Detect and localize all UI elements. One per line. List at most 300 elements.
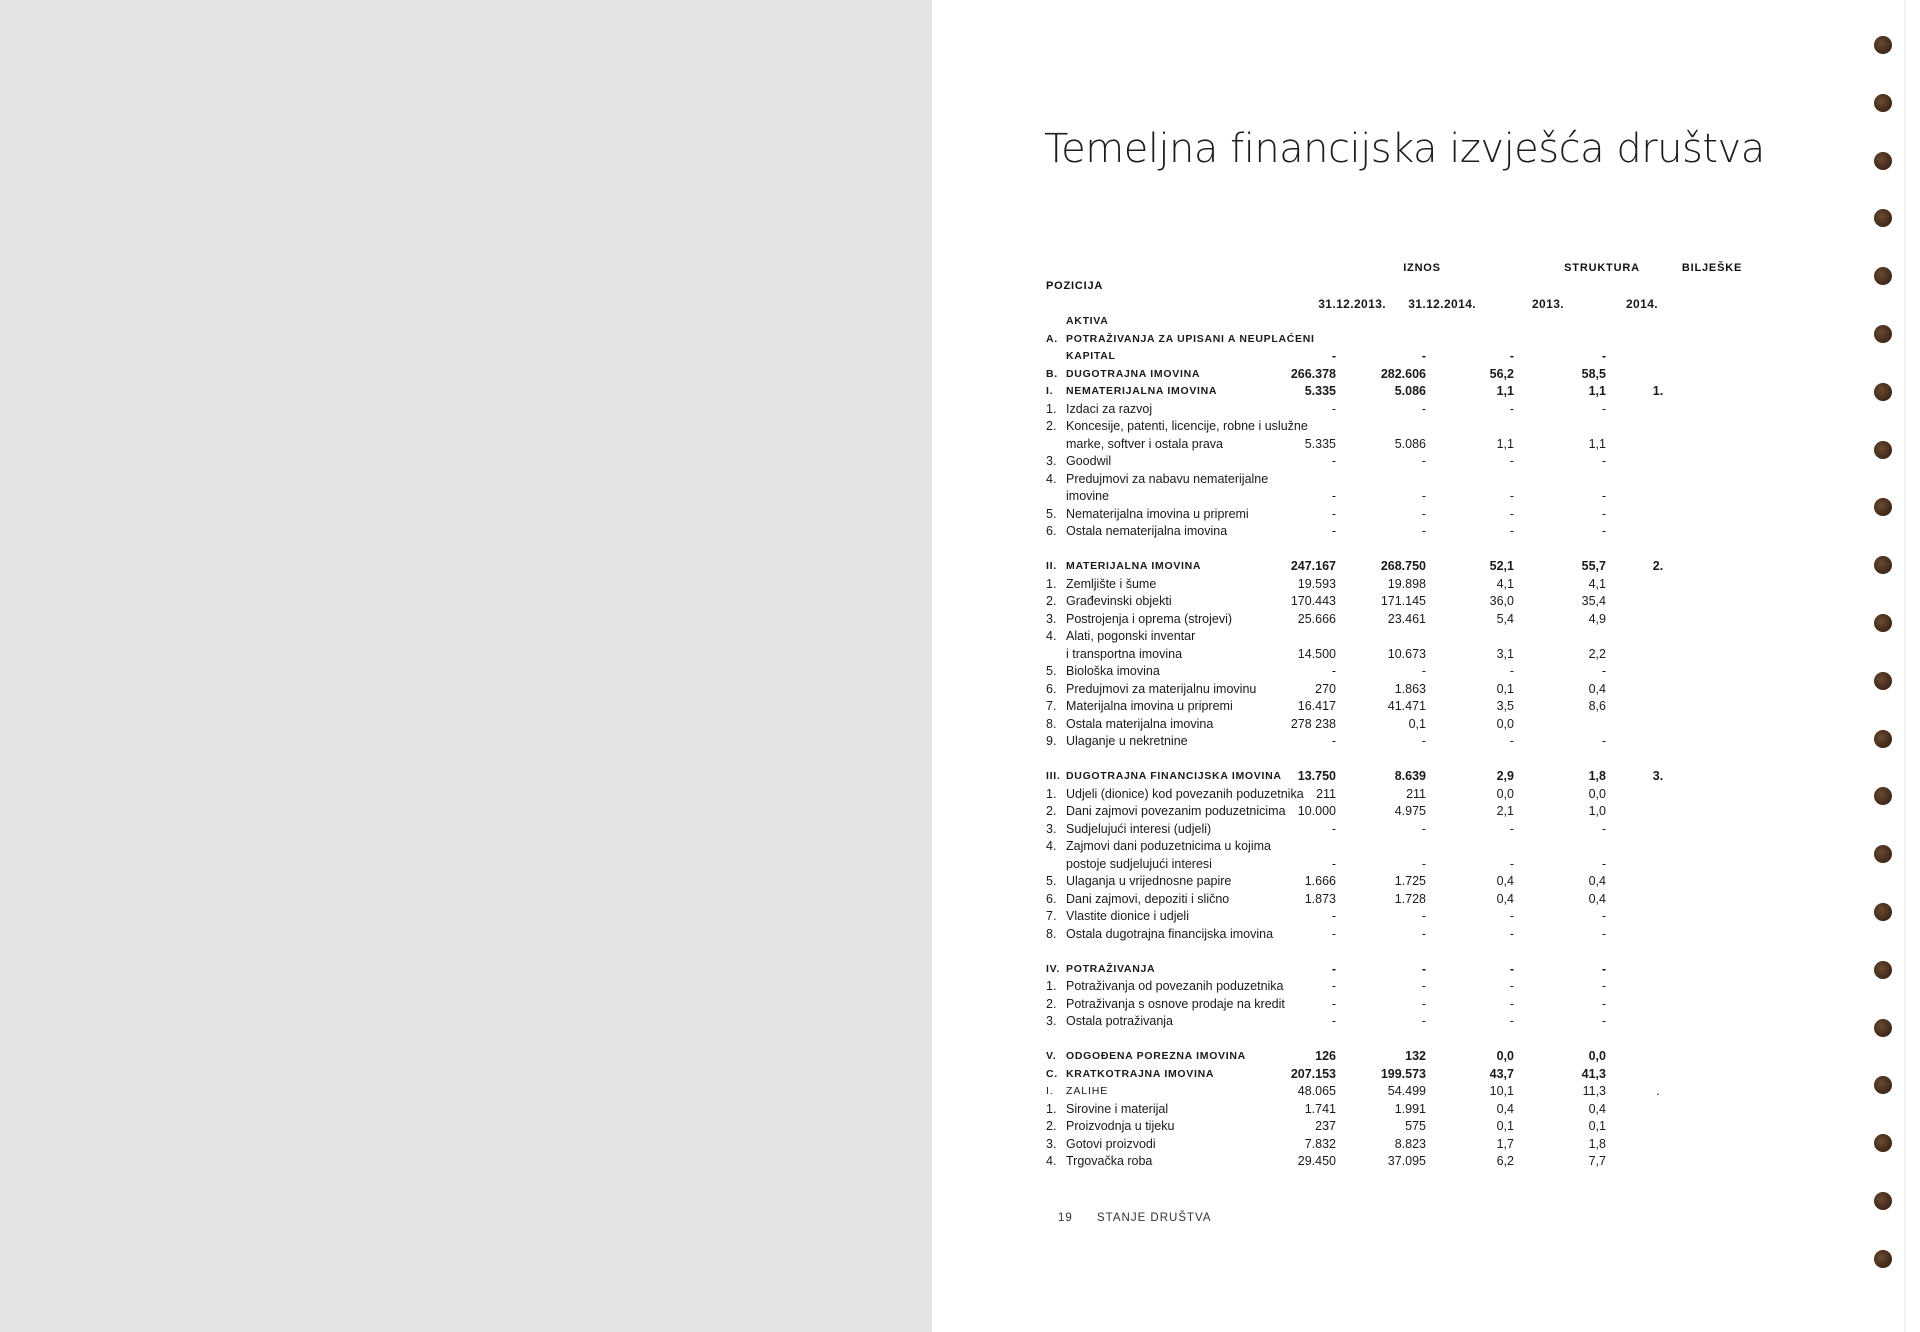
- binding-hole: [1874, 903, 1892, 921]
- table-row: [1046, 576, 1806, 594]
- cell-value: 199.573: [1380, 1066, 1426, 1081]
- row-text: DUGOTRAJNA IMOVINA: [1066, 367, 1201, 380]
- row-label: [1046, 418, 1308, 436]
- cell-value: 13.750: [1297, 769, 1336, 783]
- cell-value: -: [1601, 1014, 1606, 1028]
- cell-value: 55,7: [1581, 559, 1606, 573]
- cell-value: -: [1509, 524, 1514, 538]
- row-label: [1046, 908, 1189, 926]
- row-label: [1046, 471, 1268, 489]
- cell-value: 5.335: [1304, 384, 1336, 398]
- table-row: [1046, 681, 1806, 699]
- cell-value: -: [1331, 506, 1336, 521]
- cell-value: -: [1509, 664, 1514, 678]
- cell-value: -: [1421, 524, 1426, 538]
- row-text: Gotovi proizvodi: [1066, 1136, 1156, 1151]
- row-text: Vlastite dionice i udjeli: [1066, 909, 1189, 923]
- row-number: 3.: [1046, 611, 1057, 626]
- cell-value: 2,9: [1496, 769, 1514, 783]
- table-row: [1046, 1136, 1806, 1154]
- row-number: C.: [1046, 1067, 1058, 1080]
- row-number: 5.: [1046, 874, 1057, 888]
- cell-value: 1,1: [1588, 384, 1606, 398]
- row-label: [1046, 593, 1172, 611]
- binding-hole: [1874, 1019, 1892, 1037]
- binding-hole: [1874, 672, 1892, 690]
- cell-value: 247.167: [1290, 559, 1336, 573]
- cell-value: 41,3: [1581, 1066, 1606, 1081]
- row-number: 1.: [1046, 786, 1057, 801]
- cell-value: 1,1: [1588, 436, 1606, 451]
- row-label: [1046, 488, 1109, 506]
- row-number: 3.: [1046, 821, 1057, 836]
- row-number: 5.: [1046, 506, 1057, 521]
- cell-value: 5.086: [1394, 384, 1426, 398]
- cell-value: 1,8: [1588, 769, 1606, 783]
- table-row: [1046, 821, 1806, 839]
- cell-value: -: [1331, 734, 1336, 748]
- cell-value: -: [1601, 979, 1606, 993]
- row-number: 4.: [1046, 471, 1057, 486]
- table-row: [1046, 383, 1806, 401]
- row-label: [1046, 348, 1116, 366]
- cell-value: -: [1509, 401, 1514, 416]
- cell-value: 43,7: [1489, 1066, 1514, 1081]
- cell-value: 170.443: [1290, 594, 1336, 608]
- row-number: 2.: [1046, 419, 1057, 433]
- row-label: [1046, 663, 1160, 681]
- cell-note: 2.: [1652, 559, 1664, 573]
- row-text: Predujmovi za materijalnu imovinu: [1066, 681, 1257, 696]
- binding-hole: [1874, 1250, 1892, 1268]
- table-row: [1046, 663, 1806, 681]
- row-text: Predujmovi za nabavu nematerijalne: [1066, 471, 1269, 486]
- row-number: 2.: [1046, 594, 1057, 608]
- table-spacer: [1046, 751, 1806, 769]
- binding-hole: [1874, 1192, 1892, 1210]
- row-label: [1046, 436, 1223, 454]
- table-row: [1046, 768, 1806, 786]
- cell-value: 0,0: [1588, 786, 1606, 801]
- binding-hole: [1874, 845, 1892, 863]
- left-blank-page: [0, 0, 932, 1332]
- row-number: I.: [1046, 385, 1054, 397]
- binding-hole: [1874, 441, 1892, 459]
- row-text: Goodwil: [1066, 454, 1112, 468]
- cell-value: 4,9: [1588, 611, 1606, 626]
- spiral-binding: [1852, 0, 1920, 1332]
- cell-value: -: [1421, 996, 1426, 1011]
- cell-value: 1.728: [1394, 891, 1426, 906]
- row-text: Ostala materijalna imovina: [1066, 716, 1214, 731]
- row-text: KRATKOTRAJNA IMOVINA: [1066, 1067, 1215, 1080]
- row-number: 1.: [1046, 576, 1057, 591]
- table-row: [1046, 331, 1806, 349]
- table-row: [1046, 506, 1806, 524]
- row-text: Trgovačka roba: [1066, 1154, 1153, 1168]
- cell-value: 37.095: [1387, 1154, 1426, 1168]
- row-number: 8.: [1046, 716, 1057, 731]
- cell-value: 0,0: [1496, 786, 1514, 801]
- row-label: [1046, 681, 1256, 699]
- row-number: 1.: [1046, 979, 1057, 993]
- cell-value: 5.335: [1304, 436, 1336, 451]
- column-group-iznos: IZNOS: [1403, 262, 1441, 274]
- cell-value: 5,4: [1496, 611, 1514, 626]
- row-number: B.: [1046, 367, 1058, 380]
- row-text: Građevinski objekti: [1066, 594, 1172, 608]
- row-text: KAPITAL: [1066, 350, 1116, 362]
- binding-hole: [1874, 36, 1892, 54]
- cell-value: 211: [1316, 786, 1336, 801]
- table-row: [1046, 733, 1806, 751]
- binding-hole: [1874, 961, 1892, 979]
- cell-value: -: [1601, 401, 1606, 416]
- cell-value: 1.725: [1394, 874, 1426, 888]
- cell-value: 36,0: [1489, 594, 1514, 608]
- cell-value: 1.991: [1394, 1101, 1426, 1116]
- table-row: [1046, 436, 1806, 454]
- cell-value: 266.378: [1290, 366, 1336, 381]
- cell-value: -: [1331, 1014, 1336, 1028]
- cell-value: 10.673: [1387, 646, 1426, 661]
- cell-value: -: [1331, 909, 1336, 923]
- table-row: [1046, 418, 1806, 436]
- binding-edge: [1904, 0, 1906, 1332]
- binding-hole: [1874, 325, 1892, 343]
- page-number: 19: [1058, 1212, 1073, 1224]
- row-number: 2.: [1046, 996, 1057, 1011]
- row-number: 3.: [1046, 454, 1057, 468]
- cell-value: 237: [1315, 1119, 1336, 1133]
- cell-value: 171.145: [1380, 594, 1426, 608]
- row-number: V.: [1046, 1050, 1057, 1062]
- row-label: [1046, 506, 1249, 524]
- row-label: [1046, 1153, 1152, 1171]
- cell-value: -: [1331, 454, 1336, 468]
- cell-value: -: [1331, 524, 1336, 538]
- cell-value: 0,4: [1496, 891, 1514, 906]
- cell-value: 0,0: [1496, 1049, 1514, 1063]
- cell-value: 58,5: [1581, 366, 1606, 381]
- cell-value: 29.450: [1297, 1154, 1336, 1168]
- row-text: Postrojenja i oprema (strojevi): [1066, 611, 1233, 626]
- row-label: [1046, 313, 1109, 331]
- cell-value: -: [1601, 821, 1606, 836]
- row-number: 4.: [1046, 839, 1057, 853]
- cell-note: .: [1656, 1084, 1660, 1098]
- cell-value: 8,6: [1588, 699, 1606, 713]
- cell-value: 0,4: [1588, 874, 1606, 888]
- row-number: IV.: [1046, 962, 1060, 975]
- year-header-4: 2014.: [1625, 297, 1658, 311]
- cell-value: -: [1601, 664, 1606, 678]
- cell-note: 1.: [1652, 384, 1664, 398]
- row-text: POTRAŽIVANJA: [1066, 962, 1156, 975]
- table-row: [1046, 978, 1806, 996]
- table-row: [1046, 488, 1806, 506]
- cell-value: -: [1509, 821, 1514, 836]
- cell-note: 3.: [1652, 769, 1664, 783]
- cell-value: 0,4: [1588, 681, 1606, 696]
- cell-value: -: [1601, 524, 1606, 538]
- cell-value: -: [1601, 961, 1606, 976]
- cell-value: 268.750: [1380, 559, 1426, 573]
- row-text: Sudjelujući interesi (udjeli): [1066, 821, 1212, 836]
- row-label: [1046, 523, 1227, 541]
- cell-value: 3,1: [1496, 646, 1514, 661]
- cell-value: 23.461: [1387, 611, 1426, 626]
- table-spacer: [1046, 1031, 1806, 1049]
- row-number: III.: [1046, 770, 1061, 782]
- row-label: [1046, 1136, 1156, 1154]
- binding-hole: [1874, 209, 1892, 227]
- cell-value: 0,0: [1588, 1049, 1606, 1063]
- row-text: marke, softver i ostala prava: [1066, 436, 1224, 451]
- cell-value: -: [1421, 909, 1426, 923]
- row-text: MATERIJALNA IMOVINA: [1066, 560, 1202, 572]
- document-page: [932, 0, 1920, 1332]
- cell-value: -: [1421, 821, 1426, 836]
- cell-value: 48.065: [1297, 1084, 1336, 1098]
- cell-value: -: [1331, 979, 1336, 993]
- cell-value: 1,1: [1496, 384, 1514, 398]
- table-spacer: [1046, 943, 1806, 961]
- binding-hole: [1874, 1134, 1892, 1152]
- cell-value: -: [1509, 349, 1514, 363]
- table-row: [1046, 1048, 1806, 1066]
- table-row: [1046, 348, 1806, 366]
- cell-value: 0,4: [1496, 1101, 1514, 1116]
- row-text: Sirovine i materijal: [1066, 1101, 1169, 1116]
- row-text: Materijalna imovina u pripremi: [1066, 699, 1233, 713]
- row-number: 4.: [1046, 1154, 1057, 1168]
- column-header-pozicija: POZICIJA: [1046, 280, 1104, 292]
- row-label: [1046, 698, 1233, 716]
- row-text: AKTIVA: [1066, 315, 1109, 327]
- row-number: 2.: [1046, 1119, 1057, 1133]
- cell-value: -: [1331, 961, 1336, 976]
- cell-value: -: [1509, 734, 1514, 748]
- cell-value: 282.606: [1380, 366, 1426, 381]
- cell-value: 0,4: [1496, 874, 1514, 888]
- row-label: [1046, 856, 1212, 874]
- row-label: [1046, 1083, 1108, 1101]
- table-row: [1046, 646, 1806, 664]
- table-row: [1046, 698, 1806, 716]
- row-text: Koncesije, patenti, licencije, robne i uslužne: [1066, 419, 1308, 433]
- row-text: Ostala dugotrajna financijska imovina: [1066, 926, 1274, 941]
- row-text: Dani zajmovi povezanim poduzetnicima: [1066, 804, 1286, 818]
- cell-value: -: [1331, 664, 1336, 678]
- row-text: DUGOTRAJNA FINANCIJSKA IMOVINA: [1066, 770, 1282, 782]
- row-number: 6.: [1046, 891, 1057, 906]
- cell-value: -: [1509, 489, 1514, 503]
- cell-value: 14.500: [1297, 646, 1336, 661]
- cell-value: -: [1421, 401, 1426, 416]
- cell-value: 3,5: [1496, 699, 1514, 713]
- row-label: [1046, 331, 1315, 349]
- table-row: [1046, 908, 1806, 926]
- row-number: 7.: [1046, 909, 1057, 923]
- row-text: Biološka imovina: [1066, 664, 1160, 678]
- cell-value: -: [1509, 1014, 1514, 1028]
- row-text: ZALIHE: [1066, 1085, 1109, 1097]
- cell-value: -: [1601, 489, 1606, 503]
- row-label: [1046, 891, 1229, 909]
- binding-hole: [1874, 94, 1892, 112]
- cell-value: -: [1421, 734, 1426, 748]
- row-text: Izdaci za razvoj: [1066, 401, 1153, 416]
- cell-value: 10,1: [1489, 1084, 1514, 1098]
- cell-value: 11,3: [1582, 1084, 1606, 1098]
- table-row: [1046, 786, 1806, 804]
- cell-value: 8.823: [1394, 1136, 1426, 1151]
- cell-value: -: [1421, 926, 1426, 941]
- table-row: [1046, 1118, 1806, 1136]
- cell-value: -: [1421, 349, 1426, 363]
- cell-value: 0,4: [1588, 891, 1606, 906]
- row-number: 7.: [1046, 699, 1057, 713]
- column-group-biljeske: BILJEŠKE: [1681, 262, 1743, 274]
- cell-value: -: [1509, 506, 1514, 521]
- row-text: Ostala potraživanja: [1066, 1014, 1174, 1028]
- cell-value: -: [1331, 821, 1336, 836]
- cell-value: -: [1421, 454, 1426, 468]
- cell-value: -: [1331, 401, 1336, 416]
- cell-value: -: [1331, 926, 1336, 941]
- cell-value: -: [1509, 996, 1514, 1011]
- cell-value: -: [1421, 506, 1426, 521]
- cell-value: 16.417: [1297, 699, 1336, 713]
- row-label: [1046, 733, 1188, 751]
- cell-value: 0,1: [1496, 681, 1514, 696]
- row-number: 9.: [1046, 734, 1057, 748]
- cell-value: 56,2: [1489, 366, 1514, 381]
- cell-value: -: [1331, 996, 1336, 1011]
- column-group-struktura: STRUKTURA: [1564, 262, 1640, 274]
- cell-value: 7,7: [1588, 1154, 1606, 1168]
- footer-section-title: STANJE DRUŠTVA: [1097, 1212, 1212, 1224]
- table-row: [1046, 593, 1806, 611]
- binding-hole: [1874, 498, 1892, 516]
- cell-value: -: [1601, 454, 1606, 468]
- row-text: Alati, pogonski inventar: [1066, 629, 1196, 643]
- cell-value: 7.832: [1304, 1136, 1336, 1151]
- row-number: 6.: [1046, 524, 1057, 538]
- binding-hole: [1874, 614, 1892, 632]
- binding-hole: [1874, 1076, 1892, 1094]
- cell-value: -: [1331, 856, 1336, 871]
- cell-value: 1,1: [1496, 436, 1514, 451]
- cell-value: -: [1601, 856, 1606, 871]
- row-text: Udjeli (dionice) kod povezanih poduzetnika: [1066, 786, 1304, 801]
- table-row: [1046, 366, 1806, 384]
- row-label: [1046, 838, 1271, 856]
- row-number: A.: [1046, 332, 1058, 345]
- cell-value: 0,1: [1408, 716, 1426, 731]
- row-number: 2.: [1046, 804, 1057, 818]
- binding-hole: [1874, 787, 1892, 805]
- cell-value: 0,1: [1588, 1119, 1606, 1133]
- row-text: Nematerijalna imovina u pripremi: [1066, 506, 1249, 521]
- row-number: 1.: [1046, 1101, 1057, 1116]
- table-row: [1046, 838, 1806, 856]
- table-spacer: [1046, 541, 1806, 559]
- table-row: [1046, 1101, 1806, 1119]
- row-text: i transportna imovina: [1066, 646, 1183, 661]
- cell-value: 2,1: [1496, 804, 1514, 818]
- cell-value: -: [1421, 489, 1426, 503]
- cell-value: 0,4: [1588, 1101, 1606, 1116]
- row-label: [1046, 1013, 1173, 1031]
- cell-value: 25.666: [1297, 611, 1336, 626]
- row-label: [1046, 1101, 1168, 1119]
- row-label: [1046, 453, 1111, 471]
- cell-value: -: [1509, 979, 1514, 993]
- cell-value: 1.873: [1304, 891, 1336, 906]
- cell-value: 1.863: [1394, 681, 1426, 696]
- cell-value: 575: [1405, 1119, 1426, 1133]
- row-label: [1046, 576, 1156, 594]
- row-label: [1046, 366, 1200, 384]
- cell-value: -: [1601, 996, 1606, 1011]
- cell-value: 1,8: [1588, 1136, 1606, 1151]
- table-row: [1046, 803, 1806, 821]
- row-label: [1046, 1118, 1174, 1136]
- cell-value: 126: [1315, 1049, 1336, 1063]
- row-number: 3.: [1046, 1136, 1057, 1151]
- row-number: 5.: [1046, 664, 1057, 678]
- row-number: 8.: [1046, 926, 1057, 941]
- cell-value: 1.666: [1304, 874, 1336, 888]
- table-row: [1046, 873, 1806, 891]
- cell-value: 54.499: [1387, 1084, 1426, 1098]
- cell-value: 4.975: [1394, 804, 1426, 818]
- binding-hole: [1874, 383, 1892, 401]
- cell-value: 270: [1315, 681, 1336, 696]
- row-label: [1046, 646, 1182, 664]
- binding-hole: [1874, 267, 1892, 285]
- page-footer: [1058, 1212, 1212, 1224]
- cell-value: 10.000: [1297, 804, 1336, 818]
- cell-value: 132: [1405, 1049, 1426, 1063]
- year-header-1: 31.12.2013.: [1318, 297, 1386, 311]
- row-label: [1046, 628, 1195, 646]
- row-text: Ulaganje u nekretnine: [1066, 734, 1188, 748]
- table-row: [1046, 716, 1806, 734]
- cell-value: -: [1509, 909, 1514, 923]
- cell-value: 4,1: [1588, 576, 1606, 591]
- cell-value: 0,0: [1496, 716, 1514, 731]
- row-label: [1046, 558, 1201, 576]
- cell-value: 19.898: [1387, 576, 1426, 591]
- year-header-3: 2013.: [1531, 297, 1564, 311]
- row-text: Potraživanja s osnove prodaje na kredit: [1066, 996, 1285, 1011]
- row-text: Proizvodnja u tijeku: [1066, 1119, 1175, 1133]
- table-row: [1046, 628, 1806, 646]
- row-text: Zemljište i šume: [1066, 576, 1157, 591]
- row-number: II.: [1046, 560, 1057, 572]
- row-label: [1046, 1066, 1214, 1084]
- cell-value: 4,1: [1496, 576, 1514, 591]
- row-label: [1046, 926, 1273, 944]
- table-row: [1046, 401, 1806, 419]
- row-text: imovine: [1066, 489, 1110, 503]
- cell-value: 41.471: [1387, 699, 1426, 713]
- cell-value: 1.741: [1304, 1101, 1336, 1116]
- cell-value: 1,0: [1588, 804, 1606, 818]
